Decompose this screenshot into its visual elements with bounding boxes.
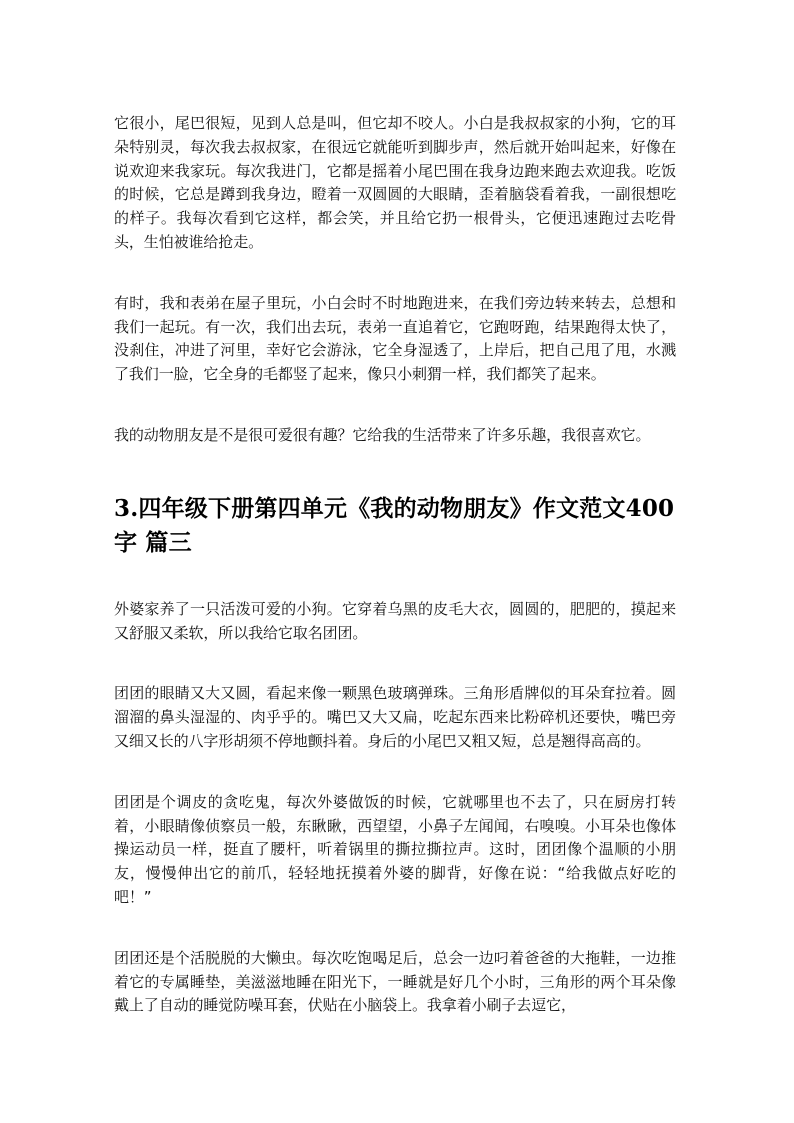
paragraph-xiaobai-intro: 它很小，尾巴很短，见到人总是叫，但它却不咬人。小白是我叔叔家的小狗，它的耳朵特别灵，每次我去叔叔家，在很远它就能听到脚步声，然后就开始叫起来，好像在说欢迎来我家玩。每次我进门，它都是摇着小尾巴围在我身边跑来跑去欢迎我。吃饭的时候，它总是蹲到我身边，瞪着一双圆圆的大眼睛，歪着脑袋看着我，一副很想吃的样子。我每次看到它这样，都会笑，并且给它扔一根骨头，它便迅速跑过去吃骨头，生怕被谁给抢走。 xyxy=(114,114,676,251)
document-body xyxy=(114,112,676,1018)
paragraph-spacer xyxy=(114,645,676,682)
paragraph-tuantuan-lazy: 团团还是个活脱脱的大懒虫。每次吃饱喝足后，总会一边叼着爸爸的大拖鞋，一边推着它的专属睡垫，美滋滋地睡在阳光下，一睡就是好几个小时，三角形的两个耳朵像戴上了自动的睡觉防噪耳套，伏贴在小脑袋上。我拿着小刷子去逗它， xyxy=(114,948,676,1015)
paragraph-xiaobai-play: 有时，我和表弟在屋子里玩，小白会时不时地跑进来，在我们旁边转来转去，总想和我们一起玩。有一次，我们出去玩，表弟一直追着它，它跑呀跑，结果跑得太快了，没刹住，冲进了河里，幸好它会游泳，它全身湿透了，上岸后，把自己甩了甩，水溅了我们一脸，它全身的毛都竖了起来，像只小刺猬一样，我们都笑了起来。 xyxy=(114,293,676,384)
section-heading-essay-three: 3.四年级下册第四单元《我的动物朋友》作文范文400字 篇三 xyxy=(114,494,675,556)
paragraph-tuantuan-intro: 外婆家养了一只活泼可爱的小狗。它穿着乌黑的皮毛大衣，圆圆的，肥肥的，摸起来又舒服又柔软，所以我给它取名团团。 xyxy=(114,599,676,642)
paragraph-spacer xyxy=(114,387,676,424)
paragraph-xiaobai-conclusion: 我的动物朋友是不是很可爱很有趣？它给我的生活带来了许多乐趣，我很喜欢它。 xyxy=(114,425,651,444)
paragraph-spacer xyxy=(114,255,676,292)
paragraph-tuantuan-greedy: 团团是个调皮的贪吃鬼，每次外婆做饭的时候，它就哪里也不去了，只在厨房打转着，小眼睛像侦察员一般，东瞅瞅，西望望，小鼻子左闻闻，右嗅嗅。小耳朵也像体操运动员一样，挺直了腰杆，听着锅里的撕拉撕拉声。这时，团团像个温顺的小朋友，慢慢伸出它的前爪，轻轻地抚摸着外婆的脚背，好像在说：“给我做点好吃的吧！” xyxy=(114,792,676,906)
paragraph-spacer xyxy=(114,754,676,791)
heading-spacer xyxy=(114,448,676,492)
paragraph-spacer xyxy=(114,910,676,947)
heading-spacer xyxy=(114,560,676,598)
paragraph-tuantuan-appearance: 团团的眼睛又大又圆，看起来像一颗黑色玻璃弹珠。三角形盾牌似的耳朵耷拉着。圆溜溜的鼻头湿湿的、肉乎乎的。嘴巴又大又扁，吃起东西来比粉碎机还要快，嘴巴旁又细又长的八字形胡须不停地颤抖着。身后的小尾巴又粗又短，总是翘得高高的。 xyxy=(114,684,676,750)
